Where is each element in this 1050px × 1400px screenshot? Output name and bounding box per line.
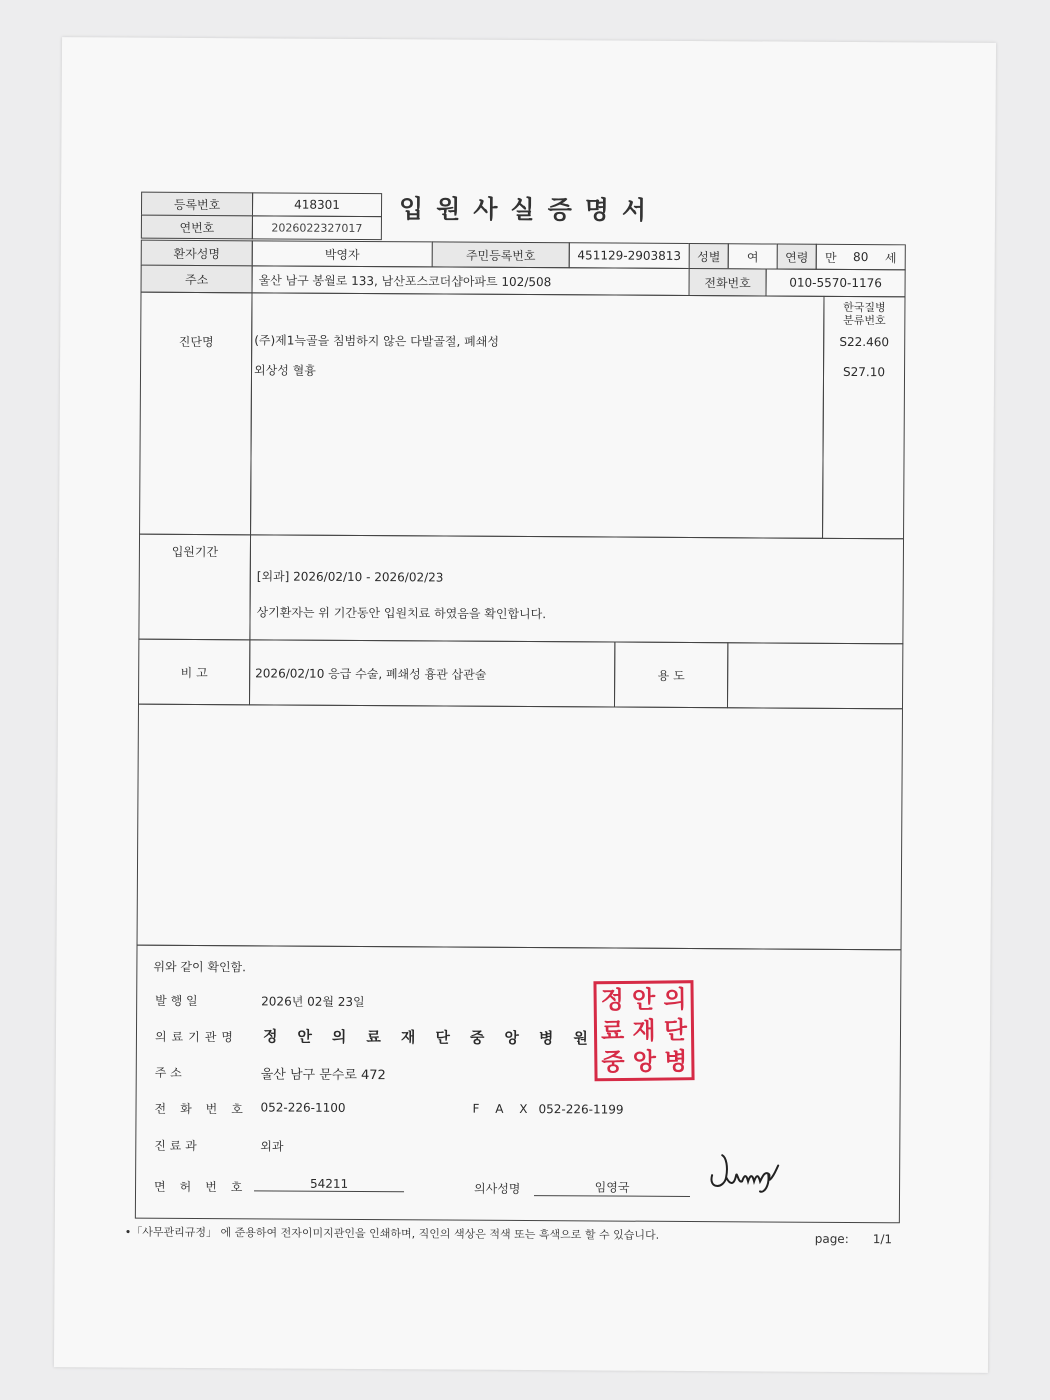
remarks-label: 비 고	[138, 639, 250, 706]
sex-value: 여	[728, 243, 778, 269]
age-value: 만 80 세	[816, 244, 906, 271]
diagnosis-label-cell	[139, 292, 252, 536]
fax-value: 052-226-1199	[538, 1102, 624, 1117]
hospital-seal: 정 안 의 료 재 단 중 앙 병	[593, 980, 694, 1081]
sex-label: 성별	[689, 243, 729, 269]
confirm-intro: 위와 같이 확인함.	[153, 959, 247, 975]
blank-area	[137, 704, 903, 951]
patient-name-label: 환자성명	[141, 240, 253, 267]
admission-content-cell	[249, 534, 904, 644]
code-header: 한국질병 분류번호	[843, 300, 886, 328]
doctor-label: 의사성명	[474, 1181, 521, 1196]
diagnosis-names-cell	[250, 292, 824, 538]
phone-value: 010-5570-1176	[766, 268, 906, 297]
purpose-value	[727, 642, 903, 709]
page-number: 1/1	[872, 1232, 893, 1247]
purpose-label: 용 도	[614, 642, 728, 709]
diagnosis-label: 진단명	[178, 334, 214, 350]
page-label: page:	[814, 1231, 849, 1246]
rrn-value: 451129-2903813	[569, 242, 690, 269]
age-label: 연령	[777, 244, 817, 270]
confirmation-section	[135, 945, 902, 1224]
institution-label: 의료기관명	[154, 1029, 238, 1045]
certificate-paper	[54, 37, 996, 1373]
institution-name: 정안의료재단중앙병원	[262, 1027, 608, 1048]
admission-period: [외과] 2026/02/10 - 2026/02/23	[256, 569, 444, 585]
diagnosis-item-1: (주)제1늑골을 침범하지 않은 다발골절, 폐쇄성	[254, 333, 499, 349]
license-label: 면허번호	[154, 1179, 257, 1195]
serial-value: 2026022327017	[252, 215, 382, 240]
tel-value: 052-226-1100	[260, 1100, 346, 1115]
license-value: 54211	[254, 1176, 404, 1192]
diagnosis-item-2: 외상성 혈흉	[253, 363, 316, 378]
patient-name: 박영자	[252, 240, 433, 267]
address-value: 울산 남구 봉월로 133, 남산포스코더샵아파트 102/508	[252, 265, 690, 296]
doctor-name: 임영국	[534, 1178, 690, 1197]
admission-statement: 상기환자는 위 기간동안 입원치료 하였음을 확인합니다.	[256, 605, 547, 622]
institution-address: 울산 남구 문수로 472	[260, 1067, 386, 1084]
issue-date: 2026년 02월 23일	[261, 994, 365, 1010]
doctor-signature	[706, 1153, 786, 1195]
phone-label: 전화번호	[689, 268, 767, 296]
admission-label-cell	[138, 534, 251, 641]
address-label: 주소	[141, 265, 253, 294]
diagnosis-code-2: S27.10	[842, 364, 886, 380]
tel-label: 전화번호	[154, 1101, 257, 1117]
admission-label: 입원기간	[171, 544, 219, 560]
reg-no-label: 등록번호	[141, 192, 253, 217]
dept-label: 진 료 과	[154, 1138, 197, 1154]
footer-note: •「사무관리규정」 에 준용하여 전자이미지관인을 인쇄하며, 직인의 색상은 적색 또는 흑색으로 할 수 있습니다.	[124, 1225, 660, 1242]
dept-value: 외과	[260, 1139, 284, 1154]
page-title: 입원사실증명서	[398, 194, 660, 225]
diagnosis-codes-cell	[822, 296, 905, 539]
address-label-bottom: 주 소	[154, 1065, 182, 1080]
reg-no-value: 418301	[252, 192, 382, 217]
serial-label: 연번호	[141, 215, 253, 240]
rrn-label: 주민등록번호	[432, 241, 570, 268]
remarks-text: 2026/02/10 응급 수술, 폐쇄성 흉관 삽관술	[249, 639, 615, 707]
issue-date-label: 발 행 일	[155, 993, 198, 1009]
fax-label: F A X	[472, 1101, 534, 1117]
diagnosis-code-1: S22.460	[839, 334, 890, 350]
